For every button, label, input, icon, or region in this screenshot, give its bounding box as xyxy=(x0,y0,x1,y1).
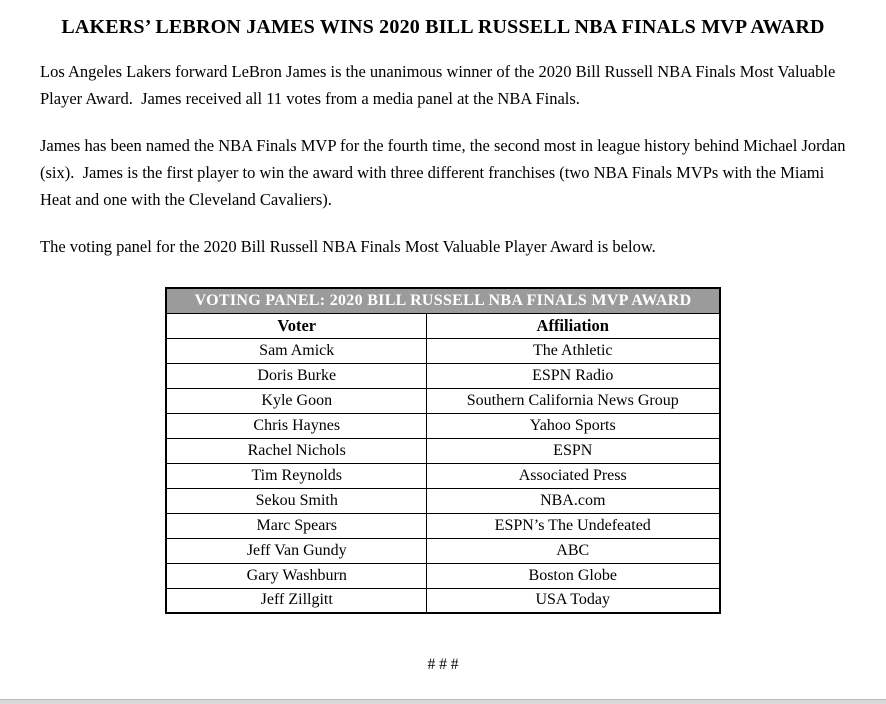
affiliation-cell: The Athletic xyxy=(426,338,719,363)
affiliation-cell: Boston Globe xyxy=(426,563,719,588)
voter-cell: Tim Reynolds xyxy=(166,463,426,488)
voter-cell: Kyle Goon xyxy=(166,388,426,413)
voter-cell: Jeff Zillgitt xyxy=(166,588,426,613)
affiliation-cell: Associated Press xyxy=(426,463,719,488)
paragraph-1: Los Angeles Lakers forward LeBron James is the unanimous winner of the 2020 Bill Russell NBA Finals Most Valuable Player Award. James received all 11 votes from a media panel at the NBA Finals. xyxy=(40,62,840,108)
voter-cell: Doris Burke xyxy=(166,363,426,388)
column-header-voter: Voter xyxy=(166,313,426,338)
voting-panel-table-container xyxy=(40,287,846,614)
table-row xyxy=(166,563,719,588)
column-header-affiliation: Affiliation xyxy=(426,313,719,338)
voter-cell: Rachel Nichols xyxy=(166,438,426,463)
voter-cell: Marc Spears xyxy=(166,513,426,538)
table-row xyxy=(166,363,719,388)
voter-cell: Sekou Smith xyxy=(166,488,426,513)
table-row xyxy=(166,488,719,513)
table-row xyxy=(166,413,719,438)
document-title: LAKERS’ LEBRON JAMES WINS 2020 BILL RUSSELL NBA FINALS MVP AWARD xyxy=(61,16,825,38)
paragraph-3: The voting panel for the 2020 Bill Russell NBA Finals Most Valuable Player Award is below. xyxy=(40,237,656,256)
affiliation-cell: Southern California News Group xyxy=(426,388,719,413)
table-caption-row xyxy=(166,288,719,313)
voter-cell: Sam Amick xyxy=(166,338,426,363)
table-row xyxy=(166,338,719,363)
paragraph-2: James has been named the NBA Finals MVP for the fourth time, the second most in league history behind Michael Jordan (six). James is the first player to win the award with three different franchises (two NBA Finals MVPs with the Miami Heat and one with the Cleveland Cavaliers). xyxy=(40,136,850,209)
affiliation-cell: ESPN xyxy=(426,438,719,463)
voter-cell: Gary Washburn xyxy=(166,563,426,588)
table-row xyxy=(166,538,719,563)
affiliation-cell: Yahoo Sports xyxy=(426,413,719,438)
voter-cell: Chris Haynes xyxy=(166,413,426,438)
table-row xyxy=(166,463,719,488)
voter-cell: Jeff Van Gundy xyxy=(166,538,426,563)
table-row xyxy=(166,388,719,413)
affiliation-cell: ABC xyxy=(426,538,719,563)
end-mark: # # # xyxy=(427,656,459,673)
affiliation-cell: ESPN’s The Undefeated xyxy=(426,513,719,538)
window-bottom-edge xyxy=(0,699,886,704)
table-caption: VOTING PANEL: 2020 BILL RUSSELL NBA FINALS MVP AWARD xyxy=(166,288,719,313)
affiliation-cell: NBA.com xyxy=(426,488,719,513)
table-row xyxy=(166,588,719,613)
affiliation-cell: ESPN Radio xyxy=(426,363,719,388)
table-row xyxy=(166,438,719,463)
table-header-row xyxy=(166,313,719,338)
affiliation-cell: USA Today xyxy=(426,588,719,613)
voting-panel-table xyxy=(165,287,720,614)
table-row xyxy=(166,513,719,538)
